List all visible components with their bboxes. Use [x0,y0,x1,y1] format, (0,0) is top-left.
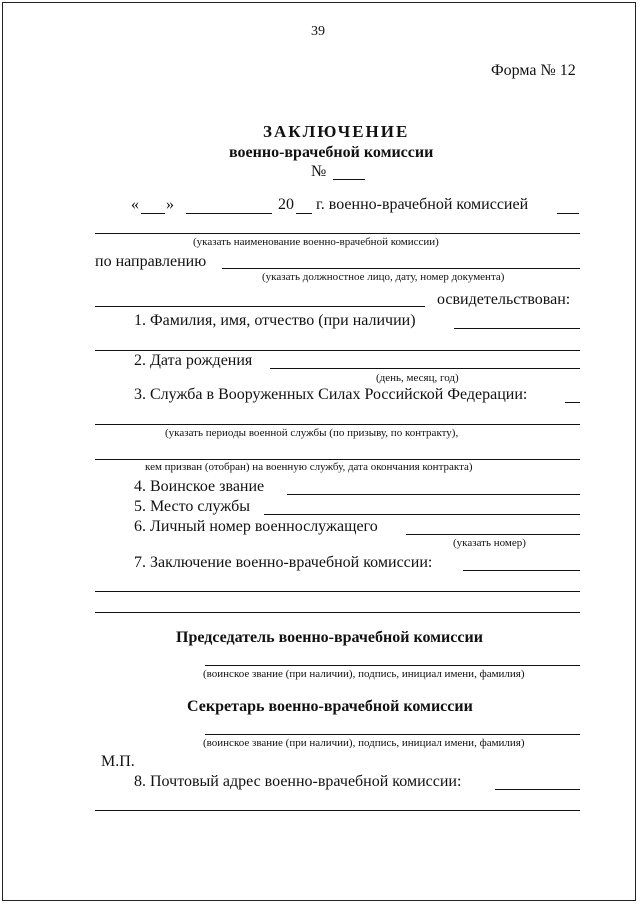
item-conclusion: 7. Заключение военно-врачебной комиссии: [134,554,433,571]
year-prefix: 20 [278,196,294,213]
commission-name-field[interactable] [95,233,580,234]
year-field[interactable] [296,213,312,214]
date-close-quote: » [166,196,174,213]
item-postal: 8. Почтовый адрес военно-врачебной комиссии: [134,773,462,790]
document-subtitle: военно-врачебной комиссии [229,144,434,161]
hint-commission-name: (указать наименование военно-врачебной комиссии) [193,236,439,248]
number-label: № [311,163,327,180]
place-field[interactable] [264,514,580,515]
item-place: 5. Место службы [134,498,251,515]
day-field[interactable] [141,213,165,214]
form-label: Форма № 12 [491,62,576,79]
conclusion-field-2[interactable] [95,612,580,613]
hint-service: (указать периоды военной службы (по призыву, по контракту), [165,427,459,439]
hint-secretary: (воинское звание (при наличии), подпись, инициал имени, фамилия) [203,737,525,749]
page-number: 39 [311,24,325,39]
by-direction-label: по направлению [95,253,207,270]
service-field-2[interactable] [95,459,580,460]
service-inline-field[interactable] [565,402,580,403]
item-rank: 4. Воинское звание [134,478,265,495]
birth-date-field[interactable] [270,368,580,369]
hint-direction: (указать должностное лицо, дату, номер документа) [262,271,505,283]
item-full-name: 1. Фамилия, имя, отчество (при наличии) [134,312,416,329]
hint-personal-number: (указать номер) [453,537,526,549]
postal-field[interactable] [95,810,580,811]
rank-field[interactable] [287,494,580,495]
hint-service-2: кем призван (отобран) на военную службу, дата окончания контракта) [145,461,473,473]
conclusion-inline-field[interactable] [463,570,580,571]
item-birth-date: 2. Дата рождения [134,352,253,369]
month-field[interactable] [186,213,272,214]
secretary-signature-field[interactable] [205,734,580,735]
document-title: ЗАКЛЮЧЕНИЕ [263,122,410,141]
personal-number-field[interactable] [406,534,580,535]
direction-field[interactable] [222,268,580,269]
stamp-label: М.П. [101,753,135,770]
chairman-label: Председатель военно-врачебной комиссии [176,629,483,646]
full-name-field[interactable] [454,328,580,329]
item-service: 3. Служба в Вооруженных Силах Российской Федерации: [134,386,528,403]
date-line-suffix: г. военно-врачебной комиссией [316,196,529,213]
number-field[interactable] [333,179,365,180]
postal-inline-field[interactable] [495,789,580,790]
secretary-label: Секретарь военно-врачебной комиссии [187,698,473,715]
date-open-quote: « [131,196,139,213]
chairman-signature-field[interactable] [205,665,580,666]
commission-inline-field[interactable] [557,213,579,214]
examined-label: освидетельствован: [437,291,571,308]
hint-birth-date: (день, месяц, год) [376,372,459,384]
hint-chairman: (воинское звание (при наличии), подпись, инициал имени, фамилия) [203,668,525,680]
conclusion-field[interactable] [95,591,580,592]
service-field[interactable] [95,424,580,425]
item-personal-number: 6. Личный номер военнослужащего [134,518,378,535]
examined-name-field[interactable] [95,306,425,307]
full-name-field-2[interactable] [95,350,580,351]
